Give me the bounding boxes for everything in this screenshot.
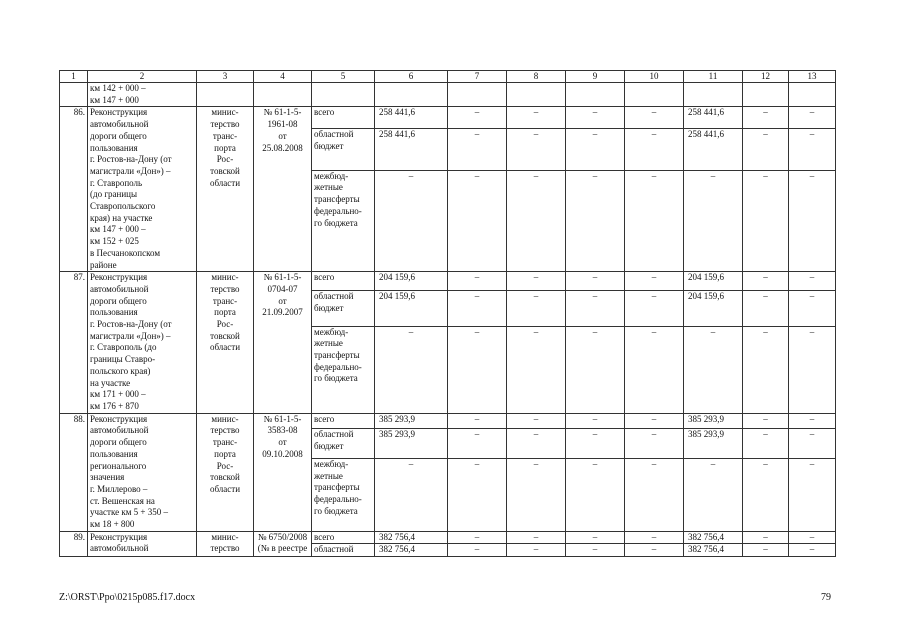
value-cell: – [625, 459, 684, 532]
document-cell: № 61-1-5- 0704-07 от 21.09.2007 [254, 272, 312, 413]
value-cell: – [566, 544, 625, 557]
value-cell: – [507, 326, 566, 413]
object-name-cell: Реконструкция автомобильной дороги общего пользования регионального значения г. Миллерово – ст. Вешенская на участке км 5 + 350 – км 18 + 800 [88, 413, 197, 531]
value-cell: 385 293,9 [375, 429, 448, 459]
funding-source-cell: областной бюджет [312, 129, 375, 171]
funding-source-cell: всего [312, 413, 375, 429]
funding-source-cell: областной [312, 544, 375, 557]
column-header-1: 1 [60, 71, 88, 83]
value-cell: – [448, 107, 507, 129]
row-number-cell: 88. [60, 413, 88, 531]
column-header-5: 5 [312, 71, 375, 83]
value-cell: – [625, 413, 684, 429]
row-number-cell [60, 83, 88, 107]
value-cell: – [789, 413, 836, 429]
table-row [60, 531, 836, 544]
value-cell: – [566, 429, 625, 459]
document-cell: № 61-1-5- 3583-08 от 09.10.2008 [254, 413, 312, 531]
row-number-cell: 86. [60, 107, 88, 272]
object-name-cell: Реконструкция автомобильной [88, 531, 197, 556]
empty-cell [448, 83, 507, 107]
value-cell: – [566, 531, 625, 544]
value-cell: – [684, 459, 743, 532]
value-cell: – [625, 290, 684, 326]
table-row [60, 413, 836, 429]
customer-cell: минис- терство транс- порта Рос- товской области [197, 413, 254, 531]
value-cell: – [448, 544, 507, 557]
value-cell: – [448, 290, 507, 326]
column-header-3: 3 [197, 71, 254, 83]
empty-cell [507, 83, 566, 107]
empty-cell [312, 83, 375, 107]
value-cell: – [448, 413, 507, 429]
table-header-row [60, 71, 836, 83]
value-cell: 204 159,6 [375, 290, 448, 326]
document-cell: № 61-1-5- 1961-08 от 25.08.2008 [254, 107, 312, 272]
empty-cell [625, 83, 684, 107]
empty-cell [789, 83, 836, 107]
funding-source-cell: всего [312, 107, 375, 129]
value-cell: 258 441,6 [375, 107, 448, 129]
value-cell: – [448, 429, 507, 459]
value-cell: – [789, 107, 836, 129]
value-cell: 382 756,4 [684, 531, 743, 544]
value-cell: – [625, 170, 684, 272]
value-cell: – [743, 544, 789, 557]
value-cell: – [507, 413, 566, 429]
empty-cell [566, 83, 625, 107]
value-cell: – [743, 531, 789, 544]
value-cell: – [625, 107, 684, 129]
value-cell: 204 159,6 [375, 272, 448, 291]
value-cell: – [743, 326, 789, 413]
object-name-cell: Реконструкция автомобильной дороги общего пользования г. Ростов-на-Дону (от магистрали «Дон») – г. Ставрополь (до границы Ставропольского края) на участке км 147 + 000 – км 152 + 025 в Песчанокопском районе [88, 107, 197, 272]
funding-source-cell: областной бюджет [312, 429, 375, 459]
value-cell: – [507, 129, 566, 171]
table-row [60, 83, 836, 107]
value-cell: – [743, 272, 789, 291]
value-cell: – [743, 170, 789, 272]
funding-source-cell: межбюд- жетные трансферты федерально- го бюджета [312, 326, 375, 413]
column-header-12: 12 [743, 71, 789, 83]
value-cell: 258 441,6 [684, 129, 743, 171]
value-cell: – [789, 459, 836, 532]
object-name-cell: км 142 + 000 – км 147 + 000 [88, 83, 197, 107]
column-header-7: 7 [448, 71, 507, 83]
value-cell: – [448, 272, 507, 291]
funding-source-cell: межбюд- жетные трансферты федерально- го бюджета [312, 459, 375, 532]
object-name-cell: Реконструкция автомобильной дороги общего пользования г. Ростов-на-Дону (от магистрали «Дон») – г. Ставрополь (до границы Ставро- польского края) на участке км 171 + 000 – км 176 + 870 [88, 272, 197, 413]
document-table [59, 70, 836, 557]
row-number-cell: 89. [60, 531, 88, 556]
value-cell: – [375, 170, 448, 272]
value-cell: – [507, 531, 566, 544]
value-cell: – [625, 429, 684, 459]
value-cell: – [566, 459, 625, 532]
value-cell: – [789, 429, 836, 459]
value-cell: 382 756,4 [684, 544, 743, 557]
value-cell: – [566, 290, 625, 326]
column-header-13: 13 [789, 71, 836, 83]
customer-cell: минис- терство [197, 531, 254, 556]
value-cell: – [566, 326, 625, 413]
value-cell: – [566, 129, 625, 171]
value-cell: – [375, 326, 448, 413]
value-cell: – [625, 129, 684, 171]
empty-cell [254, 83, 312, 107]
value-cell: – [743, 290, 789, 326]
value-cell: – [566, 170, 625, 272]
empty-cell [375, 83, 448, 107]
value-cell: – [566, 107, 625, 129]
value-cell: – [507, 272, 566, 291]
value-cell: – [789, 170, 836, 272]
value-cell: 385 293,9 [684, 413, 743, 429]
value-cell: – [625, 272, 684, 291]
value-cell: – [684, 170, 743, 272]
value-cell: – [448, 531, 507, 544]
value-cell: – [566, 413, 625, 429]
value-cell: – [743, 429, 789, 459]
footer-page-number: 79 [821, 592, 831, 603]
value-cell: – [448, 129, 507, 171]
document-cell: № 6750/2008 (№ в реестре [254, 531, 312, 556]
funding-source-cell: межбюд- жетные трансферты федерально- го бюджета [312, 170, 375, 272]
funding-source-cell: областной бюджет [312, 290, 375, 326]
column-header-6: 6 [375, 71, 448, 83]
value-cell: – [789, 129, 836, 171]
column-header-4: 4 [254, 71, 312, 83]
value-cell: – [507, 107, 566, 129]
column-header-9: 9 [566, 71, 625, 83]
value-cell: 258 441,6 [375, 129, 448, 171]
value-cell: – [625, 544, 684, 557]
value-cell: 204 159,6 [684, 290, 743, 326]
column-header-2: 2 [88, 71, 197, 83]
row-number-cell: 87. [60, 272, 88, 413]
value-cell: – [566, 272, 625, 291]
customer-cell: минис- терство транс- порта Рос- товской области [197, 272, 254, 413]
value-cell: – [789, 544, 836, 557]
funding-source-cell: всего [312, 272, 375, 291]
value-cell: – [684, 326, 743, 413]
column-header-10: 10 [625, 71, 684, 83]
value-cell: – [507, 544, 566, 557]
empty-cell [743, 83, 789, 107]
value-cell: 382 756,4 [375, 531, 448, 544]
column-header-11: 11 [684, 71, 743, 83]
value-cell: – [743, 413, 789, 429]
value-cell: – [625, 531, 684, 544]
value-cell: – [743, 107, 789, 129]
value-cell: – [743, 129, 789, 171]
table-row [60, 272, 836, 291]
value-cell: – [789, 272, 836, 291]
value-cell: – [507, 290, 566, 326]
column-header-8: 8 [507, 71, 566, 83]
table-body [60, 83, 836, 557]
value-cell: – [448, 326, 507, 413]
value-cell: 385 293,9 [684, 429, 743, 459]
value-cell: 382 756,4 [375, 544, 448, 557]
value-cell: – [507, 459, 566, 532]
value-cell: – [448, 170, 507, 272]
customer-cell: минис- терство транс- порта Рос- товской области [197, 107, 254, 272]
value-cell: – [507, 170, 566, 272]
value-cell: – [743, 459, 789, 532]
value-cell: – [789, 531, 836, 544]
value-cell: – [789, 326, 836, 413]
value-cell: – [625, 326, 684, 413]
value-cell: – [507, 429, 566, 459]
funding-source-cell: всего [312, 531, 375, 544]
value-cell: 204 159,6 [684, 272, 743, 291]
table-row [60, 107, 836, 129]
footer-file-path: Z:\ORST\Ppo\0215p085.f17.docx [59, 592, 196, 603]
empty-cell [684, 83, 743, 107]
value-cell: – [375, 459, 448, 532]
empty-cell [197, 83, 254, 107]
value-cell: 385 293,9 [375, 413, 448, 429]
value-cell: – [789, 290, 836, 326]
value-cell: 258 441,6 [684, 107, 743, 129]
value-cell: – [448, 459, 507, 532]
